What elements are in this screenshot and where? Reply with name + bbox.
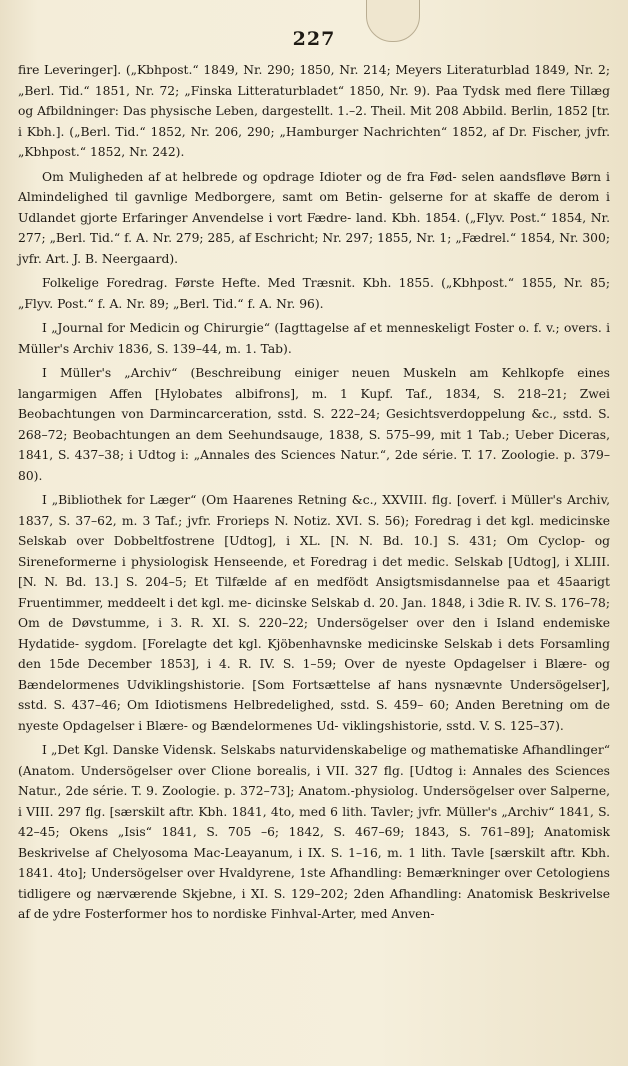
text-line: 1.–2. Theil. Mit 208 Abbild. Berlin, 1852 [tr. i Kbh.]. („Berl. Tid.“ 1852, Nr. (18, 104, 611, 139)
text-line: Nr. 242). (129, 145, 185, 159)
text-line: den 15de December 1853], i 4. R. IV. S. 1–59; Over de nyeste Opdagelser i (18, 657, 538, 671)
text-line: Foredrag i det kgl. medicinske Selskab over Dobbeltfostrene [Udtog], i XL. [N. N. Bd. (18, 513, 610, 548)
text-line: af Eschricht; Nr. 297; 1855, Nr. 1; „Fædrel.“ 1854, Nr. 300; jvfr. Art. J. B. (18, 231, 610, 266)
text-line: Neergaard). (101, 251, 179, 266)
text-line: Undersögelser], sstd. S. 437–46; Om Idiotismens Helbredelighed, sstd. S. 459– (18, 677, 610, 712)
paragraph (18, 60, 610, 163)
text-line: Mac-Leayanum, i IX. S. 1–16, m. 1 lith. Tavle [særskilt aftr. Kbh. 1841. 4to]; (18, 845, 610, 880)
text-line: Beobachtungen von Darmincarceration, sstd. S. 222–24; Gesichtsverdoppelung &c., (18, 407, 557, 421)
text-line: 1855, Nr. 85; „Flyv. Post.“ f. A. Nr. 89; „Berl. Tid.“ f. A. Nr. 96). (18, 276, 610, 311)
text-line: 1 Tab.; Ueber Diceras, 1841, S. 437–38; i Udtog i: „Annales des Sciences (18, 427, 610, 462)
text-line: I „Bibliothek for Læger“ (Om Haarenes Retning &c., XXVIII. flg. [overf. (42, 493, 498, 507)
text-line: tidligere og nærværende Skjebne, i XI. S. 129–202; 2den Afhandling: Anatomisk (18, 886, 534, 901)
text-line: dicinske Selskab d. 20. Jan. 1848, i 3die R. IV. S. 176–78; Om de Døvstumme, (18, 595, 610, 630)
text-line: viklingshistorie, sstd. V. S. 125–37). (342, 718, 564, 733)
text-line: langarmigen Affen [Hylobates albifrons], m. 1 Kupf. Taf., 1834, S. 218–21; Zwei (18, 386, 610, 401)
text-line: Om Muligheden af at helbrede og opdrage Idioter og de fra Fød- (42, 169, 457, 184)
text-line: selen aandsfløve Børn i Almindelighed til gavnlige Medborgere, samt om Betin- (18, 169, 610, 204)
text-line: lith. Tavler; jvfr. Müller's „Archiv“ 1841, S. 42–45; Okens „Isis“ 1841, S. 705 (18, 804, 610, 839)
text-line: i 3. R. XI. S. 220–22; Undersögelser over den i Island endemiske Hydatide- (18, 616, 610, 651)
text-line: Foster o. f. v.; overs. i Müller's Archiv 1836, S. 139–44, m. 1. Tab). (18, 321, 610, 356)
text-line: Undersögelser over Hvaldyrene, 1ste Afhandling: Bemærkninger over Cetologiens (91, 866, 610, 880)
text-line: Beskrivelse af de ydre Fosterformer hos to nordiske Finhval-Arter, med Anven- (18, 886, 610, 921)
text-body (18, 60, 610, 929)
text-line: Afhandlinger“ (Anatom. Undersögelser over Clione borealis, i VII. 327 flg. [Udtog i: (18, 743, 610, 778)
text-line: 1849, Nr. 2; „Berl. Tid.“ 1851, Nr. 72; „Finska Litteraturbladet“ 1850, Nr. 9). (18, 63, 610, 98)
text-line: Folkelige Foredrag. Første Hefte. Med Træsnit. Kbh. 1855. („Kbhpost.“ (42, 276, 514, 290)
text-line: Annales des Sciences Natur., 2de série. T. 9. Zoologie. p. 372–73]; Anatom.-physiolog. (18, 763, 610, 798)
text-line: det medic. Selskab [Udtog], i XLIII. [N. N. Bd. 13.] S. 204–5; Et Tilfælde af en (18, 554, 610, 589)
text-line: Undersögelser over Salperne, i VIII. 297 flg. [særskilt aftr. Kbh. 1841, 4to, med 6 (18, 784, 611, 819)
text-line: –6; 1842, S. 467–69; 1843, S. 761–89]; Anatomisk Beskrivelse af Chelyosoma (18, 825, 610, 860)
paragraph (18, 273, 610, 314)
text-line: I „Det Kgl. Danske Vidensk. Selskabs naturvidenskabelige og mathematiske (42, 743, 519, 757)
text-line: Natur.“, 2de série. T. 17. Zoologie. p. 379–80). (18, 448, 610, 483)
text-line: Paa Tydsk med flere Tillæg og Afbildninger: Das physische Leben, dargestellt. (18, 83, 610, 118)
text-line: Blære- og Bændelormenes Udviklingshistorie. [Som Fortsættelse af hans nysnævnte (18, 657, 610, 692)
text-line: fire Leveringer]. („Kbhpost.“ 1849, Nr. 290; 1850, Nr. 214; Meyers Literaturblad (18, 63, 530, 77)
text-line: sstd. S. 268–72; Beobachtungen an dem Seehundsauge, 1838, S. 575–99, mit (18, 407, 610, 442)
paragraph (18, 740, 610, 925)
text-line: 60; Anden Beretning om de nyeste Opdagelser i Blære- og Bændelormenes Ud- (18, 698, 610, 733)
text-line: sygdom. [Forelagte det kgl. Kjöbenhavnske medicinske Selskab i dets Forsamling (84, 636, 610, 651)
text-line: medfödt Ansigtsmisdannelse paa et 45aarigt Fruentimmer, meddeelt i det kgl. me- (18, 575, 610, 610)
paragraph (18, 167, 610, 270)
page-number: 227 (292, 28, 336, 50)
text-line: gelserne for at skaffe de derom i Udlandet gjorte Erfaringer Anvendelse i vort Fædre- (18, 190, 610, 225)
text-line: I „Journal for Medicin og Chirurgie“ (Iagttagelse af et menneskeligt (42, 321, 470, 335)
paragraph (18, 363, 610, 486)
text-line: I Müller's „Archiv“ (Beschreibung einiger neuen Muskeln am Kehlkopfe eines (42, 366, 610, 380)
text-line: 206, 290; „Hamburger Nachrichten“ 1852, af Dr. Fischer, jvfr. „Kbhpost.“ 1852, (18, 124, 610, 159)
text-line: 10.] S. 431; Om Cyclop- og Sireneformerne i physiologisk Henseende, et Foredrag i (18, 534, 610, 569)
paragraph (18, 490, 610, 736)
paragraph (18, 318, 610, 359)
text-line: land. Kbh. 1854. („Flyv. Post.“ 1854, Nr. 277; „Berl. Tid.“ f. A. Nr. 279; 285, (18, 210, 610, 245)
text-line: i Müller's Archiv, 1837, S. 37–62, m. 3 Taf.; jvfr. Frorieps N. Notiz. XVI. S. 56); (18, 493, 610, 528)
